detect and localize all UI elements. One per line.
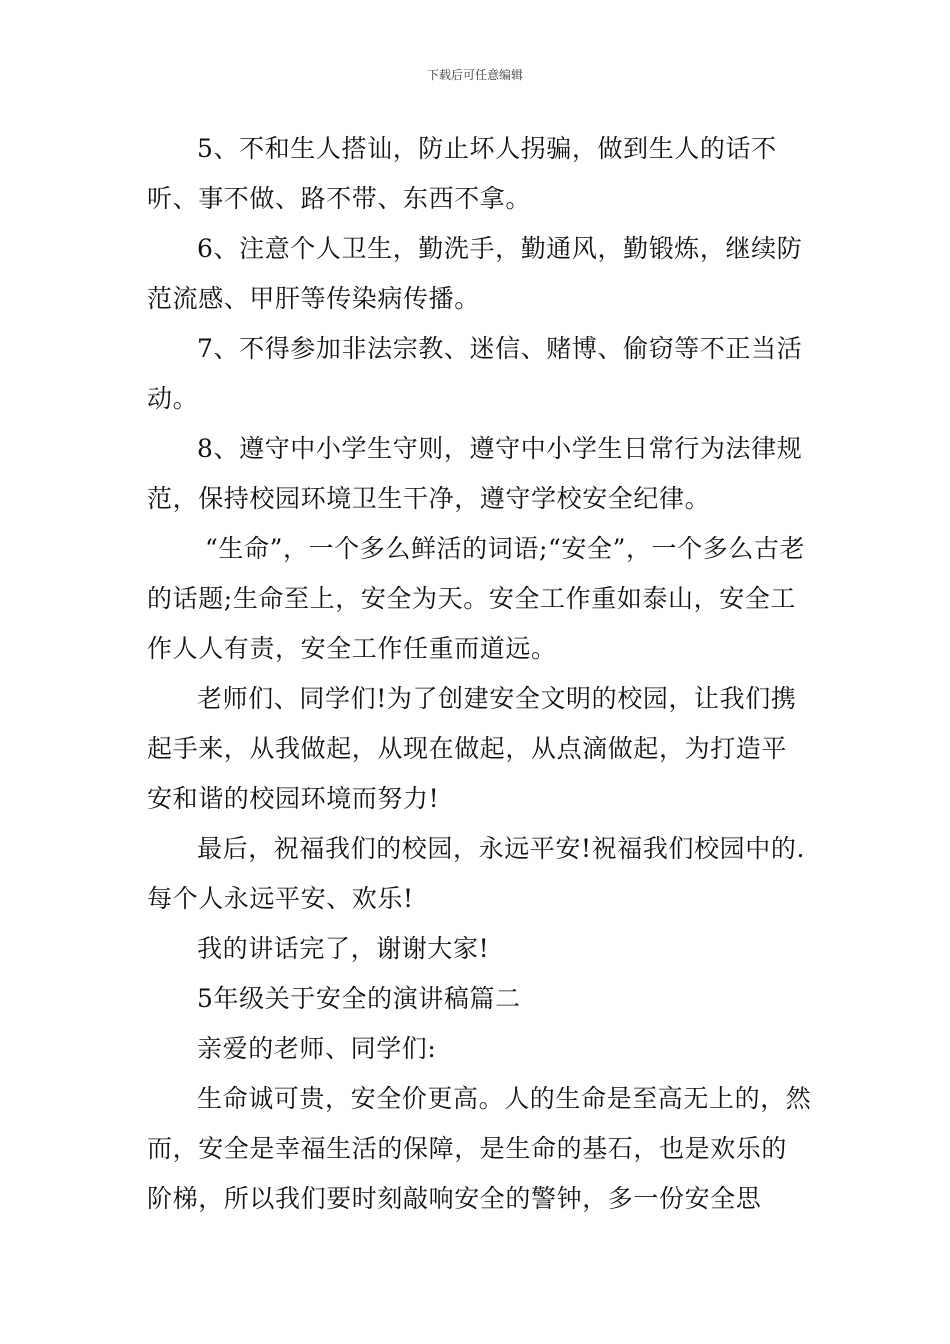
speech-opening-paragraph: 生命诚可贵，安全价更高。人的生命是至高无上的，然而，安全是幸福生活的保障，是生命的基石，也是欢乐的阶梯，所以我们要时刻敲响安全的警钟，多一份安全思 [147,1084,812,1213]
salutation: 亲爱的老师、同学们: [197,1034,437,1063]
rule-6-paragraph: 6、注意个人卫生，勤洗手，勤通风，勤锻炼，继续防范流感、甲肝等传染病传播。 [147,234,803,313]
closing-wishes-paragraph: 最后，祝福我们的校园，永远平安!祝福我们校园中的.每个人永远平安、欢乐! [147,834,805,913]
rule-8-paragraph: 8、遵守中小学生守则，遵守中小学生日常行为法律规范，保持校园环境卫生干净，遵守学校安全纪律。 [147,434,803,513]
call-to-action-paragraph: 老师们、同学们!为了创建安全文明的校园，让我们携起手来，从我做起，从现在做起，从点滴做起，为打造平安和谐的校园环境而努力! [147,684,797,813]
document-body [147,124,812,1224]
rule-5-paragraph: 5、不和生人搭讪，防止坏人拐骗，做到生人的话不听、事不做、路不带、东西不拿。 [147,134,777,213]
page-header-note: 下载后可任意编辑 [426,68,523,82]
life-safety-paragraph: “生命”，一个多么鲜活的词语;“安全”，一个多么古老的话题;生命至上，安全为天。安全工作重如泰山，安全工作人人有责，安全工作任重而道远。 [147,534,806,663]
section-title: 5年级关于安全的演讲稿篇二 [197,984,521,1013]
thanks-paragraph: 我的讲话完了，谢谢大家! [197,934,490,963]
rule-7-paragraph: 7、不得参加非法宗教、迷信、赌博、偷窃等不正当活动。 [147,334,803,413]
